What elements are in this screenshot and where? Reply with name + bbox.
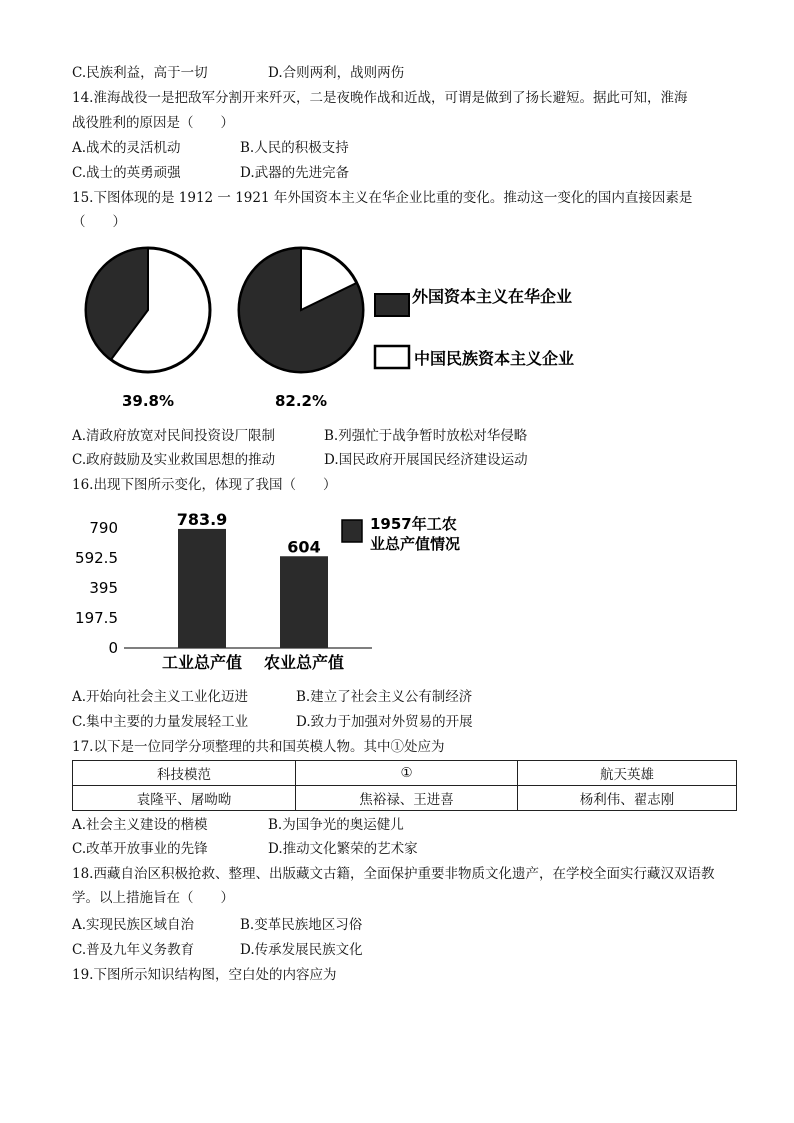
pie-label-2: 82.2%	[274, 392, 328, 410]
q14-option-a: A.战术的灵活机动	[72, 140, 181, 156]
q17-option-c: C.改革开放事业的先锋	[72, 841, 208, 857]
q14-stem-line2: 战役胜利的原因是（ ）	[72, 115, 234, 131]
table-header-cell: 科技模范	[73, 761, 296, 786]
q15-stem-line1: 15.下图体现的是 1912 一 1921 年外国资本主义在华企业比重的变化。推动这一变化的国内直接因素是	[72, 190, 693, 206]
bar-legend-line1: 1957年工农	[370, 515, 457, 533]
y-axis-ticks	[75, 519, 118, 657]
q18-option-d: D.传承发展民族文化	[240, 942, 363, 958]
y-tick-label: 592.5	[75, 549, 118, 567]
legend-swatch-foreign	[375, 294, 409, 316]
q14-option-c: C.战士的英勇顽强	[72, 165, 181, 181]
heroes-table	[72, 760, 737, 811]
table-header-cell: 航天英雄	[518, 761, 737, 786]
pie-label-1: 39.8%	[121, 392, 175, 410]
y-tick-label: 197.5	[75, 609, 118, 627]
bar-value-label: 783.9	[176, 509, 228, 529]
table-cell: 袁隆平、屠呦呦	[73, 786, 296, 811]
q18-stem: 18.西藏自治区积极抢救、整理、出版藏文古籍，全面保护重要非物质文化遗产，在学校全面实行藏汉双语教学。以上措施旨在（ ）	[72, 866, 715, 906]
table-cell: 焦裕禄、王进喜	[296, 786, 518, 811]
q16-option-a: A.开始向社会主义工业化迈进	[72, 689, 249, 705]
x-category-label: 工业总产值	[161, 653, 243, 672]
q17-stem: 17.以下是一位同学分项整理的共和国英模人物。其中①处应为	[72, 739, 445, 755]
x-category-label: 农业总产值	[263, 653, 345, 672]
q16-stem: 16.出现下图所示变化，体现了我国（ ）	[72, 477, 337, 493]
pie-chart-1912	[86, 248, 210, 372]
table-header-cell: ①	[296, 761, 518, 786]
bar	[178, 529, 226, 648]
q16-option-c: C.集中主要的力量发展轻工业	[72, 714, 249, 730]
q16-option-d: D.致力于加强对外贸易的开展	[296, 714, 473, 730]
y-tick-label: 0	[108, 639, 118, 657]
q19-stem: 19.下图所示知识结构图，空白处的内容应为	[72, 967, 337, 983]
bar	[280, 556, 328, 648]
q17-option-d: D.推动文化繁荣的艺术家	[268, 841, 418, 857]
q13-option-c: C.民族利益，高于一切	[72, 65, 208, 81]
table-row	[73, 786, 737, 811]
q14-option-d: D.武器的先进完备	[240, 165, 350, 181]
q13-option-d: D.合则两利，战则两伤	[268, 65, 405, 81]
q15-stem-line2: （ ）	[72, 214, 126, 230]
bar-chart-figure	[72, 508, 512, 678]
bar-legend-line2: 业总产值情况	[370, 535, 461, 553]
legend-label-national: 中国民族资本主义企业	[414, 349, 575, 368]
pie-chart-figure	[72, 240, 592, 420]
q15-option-c: C.政府鼓励及实业救国思想的推动	[72, 452, 276, 468]
q14-stem-line1: 14.淮海战役一是把敌军分割开来歼灭，二是夜晚作战和近战，可谓是做到了扬长避短。据此可知，淮海	[72, 90, 688, 106]
q15-option-b: B.列强忙于战争暂时放松对华侵略	[324, 428, 528, 444]
q16-option-b: B.建立了社会主义公有制经济	[296, 689, 473, 705]
y-tick-label: 790	[89, 519, 118, 537]
q14-option-b: B.人民的积极支持	[240, 140, 349, 156]
q15-option-a: A.清政府放宽对民间投资设厂限制	[72, 428, 276, 444]
q15-option-d: D.国民政府开展国民经济建设运动	[324, 452, 528, 468]
bar-value-label: 604	[287, 537, 321, 557]
q17-option-a: A.社会主义建设的楷模	[72, 817, 208, 833]
table-cell: 杨利伟、翟志刚	[518, 786, 737, 811]
q18-option-b: B.变革民族地区习俗	[240, 917, 363, 933]
y-tick-label: 395	[89, 579, 118, 597]
table-row	[73, 761, 737, 786]
legend-swatch-national	[375, 346, 409, 368]
q18-option-c: C.普及九年义务教育	[72, 942, 195, 958]
q18-option-a: A.实现民族区域自治	[72, 917, 195, 933]
legend-label-foreign: 外国资本主义在华企业	[412, 287, 573, 306]
q17-option-b: B.为国争光的奥运健儿	[268, 817, 404, 833]
bar-legend-swatch	[342, 520, 362, 542]
pie-chart-1921	[239, 248, 363, 372]
